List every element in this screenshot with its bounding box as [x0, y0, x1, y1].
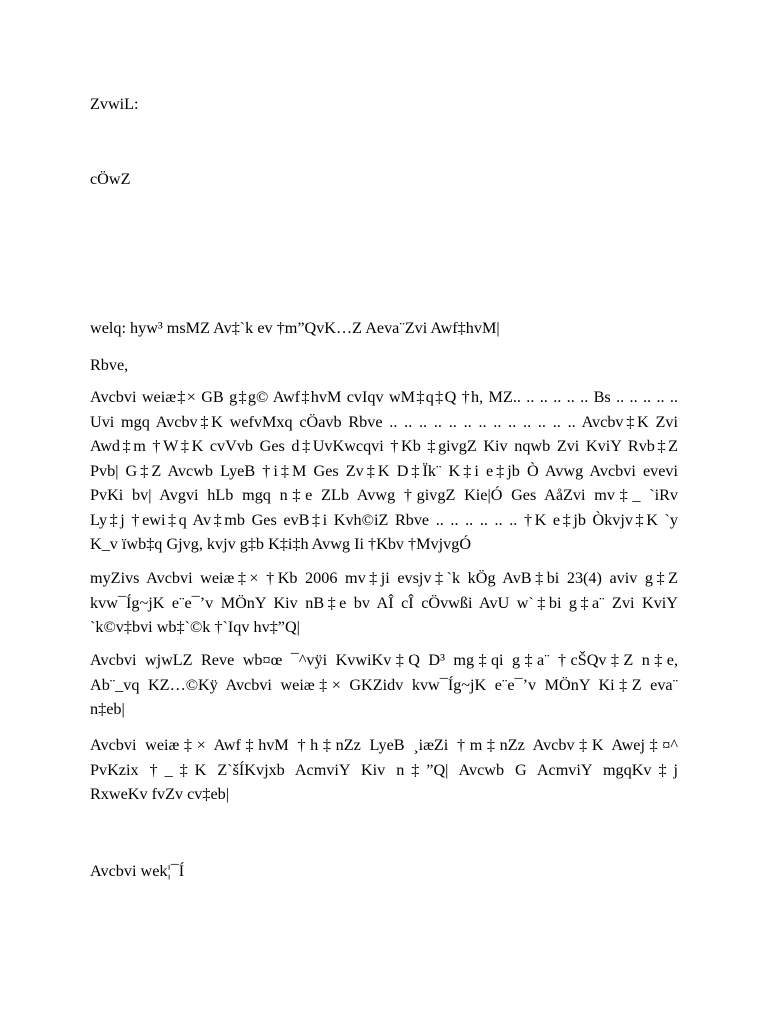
body-paragraph-3: [90, 648, 678, 722]
paragraph-line: Ly‡j †ewi‡q Av‡mb Ges evB‡i Kvh©iZ Rbve .. .. .. .. .. .. †K e‡jb Òkvjv‡K `y: [90, 510, 678, 529]
paragraph-line: myZivs Avcbvi weiæ‡× †Kb 2006 mv‡ji evsjv‡`k kÖg AvB‡bi 23(4) aviv g‡Z: [90, 569, 678, 587]
body-paragraph-1: [90, 385, 678, 557]
paragraph-line: RxweKv fvZv cv‡eb|: [90, 785, 230, 803]
subject-line: welq: hyw³ msMZ Av‡`k ev †m”QvK…Z Aeva¨Zvi Awf‡hvM|: [90, 319, 500, 337]
paragraph-line: Avcbvi weiæ‡× GB g‡g© Awf‡hvM cvIqv wM‡q‡Q †h, MZ.. .. .. .. .. .. Bs .. .. .. .. ..: [90, 388, 678, 406]
paragraph-line: K_v ïwb‡q Gjvg, kvjv g‡b K‡i‡h Avwg Ii †Kbv †MvjvgÓ: [90, 535, 472, 553]
date-label: ZvwiL:: [90, 95, 139, 113]
paragraph-line: kvw¯Íg~jK e¨e¯’v MÖnY Kiv nB‡e bv AÎ cÎ cÖvwßi AvU w`‡bi g‡a¨ Zvi KviY: [90, 593, 678, 612]
paragraph-line: Uvi mgq Avcbv‡K wefvMxq cÖavb Rbve .. .. .. .. .. .. .. .. .. .. .. .. .. Avcbv‡K Zvi: [90, 412, 678, 431]
paragraph-line: Ab¨_vq KZ…©Kÿ Avcbvi weiæ‡× GKZidv kvw¯Íg~jK e¨e¯’v MÖnY Ki‡Z eva¨: [90, 675, 678, 694]
signature-line: Avcbvi wek¦¯Í: [90, 862, 185, 880]
body-paragraph-2: [90, 566, 678, 640]
recipient-line: cÖwZ: [90, 170, 131, 188]
paragraph-line: PvKi bv| Avgvi hLb mgq n‡e ZLb Avwg †givgZ Kie|Ó Ges AåZvi mv‡_ `iRv: [90, 486, 678, 504]
salutation: Rbve,: [90, 356, 129, 374]
paragraph-line: PvKzix †_‡K Z`šÍKvjxb AcmviY Kiv n‡”Q| Avcwb G AcmviY mgqKv‡j: [90, 760, 678, 779]
body-paragraph-4: [90, 733, 678, 807]
paragraph-line: `k©v‡bvi wb‡`©k †`Iqv hv‡”Q|: [90, 618, 300, 636]
paragraph-line: Pvb| G‡Z Avcwb LyeB †i‡M Ges Zv‡K D‡Ïk¨ K‡i e‡jb Ò Avwg Avcbvi evevi: [90, 461, 678, 480]
paragraph-line: Avcbvi weiæ‡× Awf‡hvM †h‡nZz LyeB ¸iæZi †m‡nZz Avcbv‡K Awej‡¤^: [90, 736, 678, 754]
paragraph-line: n‡eb|: [90, 700, 125, 718]
paragraph-line: Avcbvi wjwLZ Reve wb¤œ ¯^vÿi KvwiKv‡Q D³ mg‡qi g‡a¨ †cŠQv‡Z n‡e,: [90, 651, 678, 669]
paragraph-line: Awd‡m †W‡K cvVvb Ges d‡UvKwcqvi †Kb ‡givgZ Kiv nqwb Zvi KviY Rvb‡Z: [90, 437, 678, 455]
